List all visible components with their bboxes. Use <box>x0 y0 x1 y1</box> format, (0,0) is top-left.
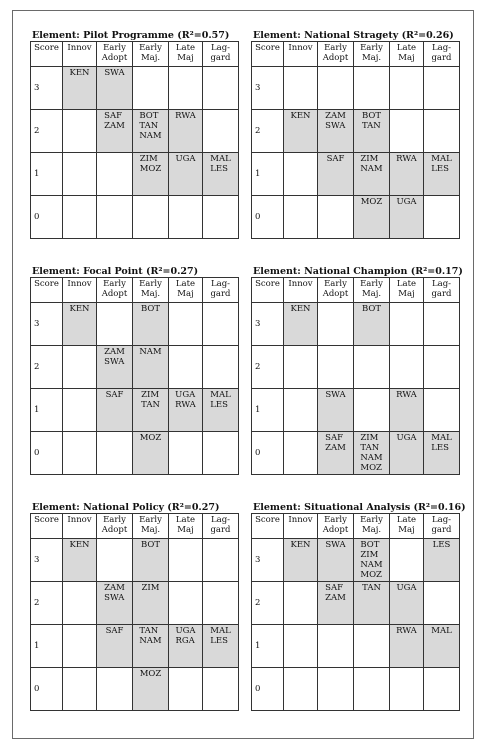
country-cell <box>424 389 460 432</box>
table-row <box>31 625 239 668</box>
column-header: Score <box>31 514 63 539</box>
header-row <box>252 278 460 303</box>
country-codes: MAL LES <box>210 626 231 646</box>
country-cell <box>284 389 318 432</box>
country-codes: BOT <box>140 540 161 550</box>
country-cell <box>203 432 239 475</box>
country-cell <box>63 582 97 625</box>
country-cell <box>354 389 390 432</box>
country-cell <box>169 153 203 196</box>
column-header: Score <box>252 278 284 303</box>
country-codes: ZIM TAN NAM MOZ <box>360 433 383 473</box>
element-panel <box>251 502 466 711</box>
column-header: Early Maj. <box>354 514 390 539</box>
element-panel <box>30 30 238 239</box>
country-codes: ZIM <box>141 583 160 593</box>
header-row <box>31 278 239 303</box>
country-cell <box>284 303 318 346</box>
column-header: Early Adopt <box>318 278 354 303</box>
country-cell <box>354 539 390 582</box>
country-cell <box>284 153 318 196</box>
country-cell <box>169 389 203 432</box>
country-cell <box>97 346 133 389</box>
country-codes: SWA <box>104 68 125 78</box>
country-cell <box>133 625 169 668</box>
panel-title: Element: National Stragety (R²=0.26) <box>253 30 454 41</box>
country-cell <box>318 346 354 389</box>
column-header: Score <box>31 42 63 67</box>
table-row <box>252 432 460 475</box>
table-row <box>252 625 460 668</box>
table-row <box>252 582 460 625</box>
country-cell <box>354 153 390 196</box>
country-codes: SAF ZAM <box>325 433 346 453</box>
country-cell <box>390 389 424 432</box>
element-panel <box>251 30 459 239</box>
country-codes: ZAM SWA <box>325 111 346 131</box>
country-cell <box>284 67 318 110</box>
score-cell: 0 <box>31 196 63 239</box>
country-cell <box>284 196 318 239</box>
score-cell: 1 <box>252 153 284 196</box>
country-cell <box>424 539 460 582</box>
country-cell <box>424 346 460 389</box>
country-codes: LES <box>432 540 451 550</box>
adoption-table <box>30 277 239 475</box>
country-cell <box>97 110 133 153</box>
country-cell <box>133 110 169 153</box>
table-row <box>31 196 239 239</box>
country-cell <box>169 668 203 711</box>
country-cell <box>354 432 390 475</box>
country-cell <box>97 153 133 196</box>
column-header: Lag- gard <box>424 514 460 539</box>
country-codes: UGA <box>396 583 417 593</box>
country-cell <box>318 196 354 239</box>
country-codes: BOT TAN NAM <box>139 111 162 141</box>
column-header: Innov <box>284 514 318 539</box>
country-cell <box>424 196 460 239</box>
country-cell <box>133 432 169 475</box>
country-cell <box>424 625 460 668</box>
country-cell <box>133 582 169 625</box>
country-cell <box>97 196 133 239</box>
country-codes: KEN <box>69 304 90 314</box>
country-cell <box>97 67 133 110</box>
score-cell: 3 <box>252 67 284 110</box>
table-row <box>252 539 460 582</box>
table-row <box>31 67 239 110</box>
table-row <box>31 346 239 389</box>
score-cell: 2 <box>31 582 63 625</box>
column-header: Innov <box>63 278 97 303</box>
country-codes: SAF <box>105 390 124 400</box>
country-cell <box>284 582 318 625</box>
score-cell: 1 <box>31 153 63 196</box>
column-header: Early Maj. <box>133 42 169 67</box>
country-cell <box>354 303 390 346</box>
header-row <box>252 42 460 67</box>
column-header: Innov <box>284 42 318 67</box>
country-cell <box>133 303 169 346</box>
country-codes: SWA <box>325 540 346 550</box>
country-codes: SAF ZAM <box>325 583 346 603</box>
country-cell <box>97 432 133 475</box>
panel-title: Element: Situational Analysis (R²=0.16) <box>253 502 466 513</box>
country-cell <box>284 346 318 389</box>
country-codes: KEN <box>290 111 311 121</box>
country-cell <box>133 67 169 110</box>
country-cell <box>63 625 97 668</box>
country-cell <box>390 582 424 625</box>
country-codes: KEN <box>290 540 311 550</box>
country-cell <box>318 110 354 153</box>
country-cell <box>169 346 203 389</box>
adoption-table <box>251 277 460 475</box>
country-codes: KEN <box>69 68 90 78</box>
table-row <box>252 668 460 711</box>
column-header: Late Maj <box>390 42 424 67</box>
column-header: Early Maj. <box>133 278 169 303</box>
country-cell <box>169 196 203 239</box>
country-codes: SAF ZAM <box>104 111 125 131</box>
country-cell <box>169 625 203 668</box>
score-cell: 0 <box>31 432 63 475</box>
country-cell <box>63 67 97 110</box>
country-codes: BOT <box>361 304 382 314</box>
country-cell <box>203 196 239 239</box>
country-codes: TAN NAM <box>139 626 162 646</box>
country-cell <box>133 153 169 196</box>
score-cell: 0 <box>252 668 284 711</box>
country-cell <box>424 153 460 196</box>
country-cell <box>284 668 318 711</box>
country-cell <box>97 625 133 668</box>
score-cell: 1 <box>252 625 284 668</box>
column-header: Early Maj. <box>354 42 390 67</box>
country-cell <box>63 153 97 196</box>
country-codes: KEN <box>69 540 90 550</box>
score-cell: 0 <box>252 432 284 475</box>
country-cell <box>97 582 133 625</box>
country-cell <box>318 582 354 625</box>
table-row <box>31 582 239 625</box>
country-cell <box>354 67 390 110</box>
score-cell: 1 <box>31 625 63 668</box>
column-header: Score <box>252 42 284 67</box>
country-cell <box>203 668 239 711</box>
column-header: Early Adopt <box>97 42 133 67</box>
country-cell <box>318 303 354 346</box>
country-codes: BOT TAN <box>361 111 382 131</box>
country-cell <box>318 432 354 475</box>
country-cell <box>284 539 318 582</box>
country-cell <box>390 67 424 110</box>
country-cell <box>133 196 169 239</box>
score-cell: 0 <box>252 196 284 239</box>
table-row <box>252 196 460 239</box>
country-codes: TAN <box>362 583 381 593</box>
table-row <box>31 153 239 196</box>
country-codes: KEN <box>290 304 311 314</box>
country-cell <box>63 539 97 582</box>
country-cell <box>63 346 97 389</box>
country-cell <box>203 539 239 582</box>
adoption-table <box>251 41 460 239</box>
score-cell: 3 <box>31 539 63 582</box>
country-cell <box>390 346 424 389</box>
table-row <box>252 110 460 153</box>
column-header: Early Adopt <box>97 278 133 303</box>
panel-title: Element: National Champion (R²=0.17) <box>253 266 463 277</box>
country-cell <box>169 110 203 153</box>
score-cell: 3 <box>31 303 63 346</box>
table-row <box>252 67 460 110</box>
country-cell <box>133 346 169 389</box>
country-cell <box>318 389 354 432</box>
country-codes: MOZ <box>139 669 162 679</box>
country-cell <box>318 668 354 711</box>
element-panel <box>251 266 463 475</box>
country-cell <box>354 582 390 625</box>
table-row <box>252 346 460 389</box>
country-cell <box>390 110 424 153</box>
country-codes: SAF <box>326 154 345 164</box>
score-cell: 2 <box>252 582 284 625</box>
panel-title: Element: Pilot Programme (R²=0.57) <box>32 30 230 41</box>
table-row <box>31 539 239 582</box>
country-cell <box>424 668 460 711</box>
country-codes: SWA <box>325 390 346 400</box>
country-codes: MAL LES <box>431 154 452 174</box>
country-cell <box>354 196 390 239</box>
country-cell <box>318 67 354 110</box>
country-cell <box>354 346 390 389</box>
country-cell <box>318 153 354 196</box>
country-codes: RWA <box>396 626 417 636</box>
country-cell <box>203 625 239 668</box>
country-cell <box>133 389 169 432</box>
column-header: Late Maj <box>169 278 203 303</box>
header-row <box>31 514 239 539</box>
country-cell <box>318 625 354 668</box>
country-cell <box>203 582 239 625</box>
country-codes: UGA <box>396 197 417 207</box>
column-header: Late Maj <box>169 514 203 539</box>
column-header: Early Maj. <box>354 278 390 303</box>
country-codes: NAM <box>139 347 162 357</box>
country-cell <box>318 539 354 582</box>
table-row <box>252 303 460 346</box>
score-cell: 3 <box>252 303 284 346</box>
score-cell: 1 <box>252 389 284 432</box>
country-cell <box>354 668 390 711</box>
country-cell <box>424 432 460 475</box>
adoption-table <box>251 513 460 711</box>
score-cell: 2 <box>252 346 284 389</box>
table-row <box>31 110 239 153</box>
column-header: Score <box>252 514 284 539</box>
header-row <box>31 42 239 67</box>
country-cell <box>133 539 169 582</box>
country-cell <box>390 196 424 239</box>
column-header: Lag- gard <box>203 514 239 539</box>
country-codes: RWA <box>396 390 417 400</box>
country-codes: MAL LES <box>210 154 231 174</box>
panel-title: Element: National Policy (R²=0.27) <box>32 502 220 513</box>
country-cell <box>390 153 424 196</box>
country-codes: UGA RGA <box>175 626 196 646</box>
country-cell <box>63 303 97 346</box>
country-cell <box>63 432 97 475</box>
country-codes: BOT <box>140 304 161 314</box>
score-cell: 3 <box>252 539 284 582</box>
country-codes: ZIM NAM <box>360 154 383 174</box>
country-cell <box>390 432 424 475</box>
country-codes: ZIM MOZ <box>139 154 162 174</box>
country-cell <box>354 625 390 668</box>
country-cell <box>203 389 239 432</box>
country-codes: ZAM SWA <box>104 347 125 367</box>
score-cell: 0 <box>31 668 63 711</box>
table-row <box>31 389 239 432</box>
adoption-table <box>30 41 239 239</box>
column-header: Lag- gard <box>424 278 460 303</box>
country-codes: MAL LES <box>210 390 231 410</box>
country-cell <box>203 303 239 346</box>
country-cell <box>203 67 239 110</box>
column-header: Lag- gard <box>203 278 239 303</box>
country-cell <box>97 539 133 582</box>
column-header: Late Maj <box>390 278 424 303</box>
country-cell <box>390 539 424 582</box>
score-cell: 1 <box>31 389 63 432</box>
column-header: Lag- gard <box>424 42 460 67</box>
country-cell <box>390 668 424 711</box>
country-codes: UGA RWA <box>175 390 196 410</box>
column-header: Late Maj <box>169 42 203 67</box>
country-cell <box>169 582 203 625</box>
country-cell <box>284 110 318 153</box>
country-codes: RWA <box>175 111 196 121</box>
column-header: Early Adopt <box>97 514 133 539</box>
country-cell <box>63 389 97 432</box>
country-cell <box>203 346 239 389</box>
country-cell <box>203 110 239 153</box>
table-row <box>31 432 239 475</box>
country-codes: SAF <box>105 626 124 636</box>
country-cell <box>63 668 97 711</box>
country-cell <box>203 153 239 196</box>
element-panel <box>30 266 238 475</box>
country-codes: MOZ <box>360 197 383 207</box>
column-header: Innov <box>284 278 318 303</box>
country-cell <box>97 389 133 432</box>
country-cell <box>169 303 203 346</box>
column-header: Early Adopt <box>318 514 354 539</box>
adoption-table <box>30 513 239 711</box>
score-cell: 2 <box>252 110 284 153</box>
column-header: Early Maj. <box>133 514 169 539</box>
country-cell <box>133 668 169 711</box>
country-codes: BOT ZIM NAM MOZ <box>360 540 383 580</box>
country-codes: ZIM TAN <box>141 390 160 410</box>
country-cell <box>424 582 460 625</box>
table-row <box>31 303 239 346</box>
country-cell <box>424 67 460 110</box>
country-codes: ZAM SWA <box>104 583 125 603</box>
country-cell <box>390 625 424 668</box>
country-cell <box>169 432 203 475</box>
country-cell <box>284 625 318 668</box>
country-cell <box>354 110 390 153</box>
country-codes: MAL LES <box>431 433 452 453</box>
column-header: Score <box>31 278 63 303</box>
table-row <box>252 153 460 196</box>
country-cell <box>284 432 318 475</box>
country-cell <box>169 67 203 110</box>
column-header: Innov <box>63 514 97 539</box>
column-header: Innov <box>63 42 97 67</box>
table-row <box>252 389 460 432</box>
country-cell <box>390 303 424 346</box>
panel-title: Element: Focal Point (R²=0.27) <box>32 266 199 277</box>
country-cell <box>63 196 97 239</box>
score-cell: 3 <box>31 67 63 110</box>
score-cell: 2 <box>31 346 63 389</box>
header-row <box>252 514 460 539</box>
country-codes: RWA <box>396 154 417 164</box>
column-header: Lag- gard <box>203 42 239 67</box>
table-row <box>31 668 239 711</box>
country-codes: UGA <box>396 433 417 443</box>
country-cell <box>424 110 460 153</box>
country-codes: UGA <box>175 154 196 164</box>
column-header: Late Maj <box>390 514 424 539</box>
country-cell <box>97 303 133 346</box>
score-cell: 2 <box>31 110 63 153</box>
country-codes: MAL <box>431 626 452 636</box>
country-cell <box>169 539 203 582</box>
country-cell <box>424 303 460 346</box>
country-codes: MOZ <box>139 433 162 443</box>
country-cell <box>97 668 133 711</box>
country-cell <box>63 110 97 153</box>
column-header: Early Adopt <box>318 42 354 67</box>
element-panel <box>30 502 238 711</box>
